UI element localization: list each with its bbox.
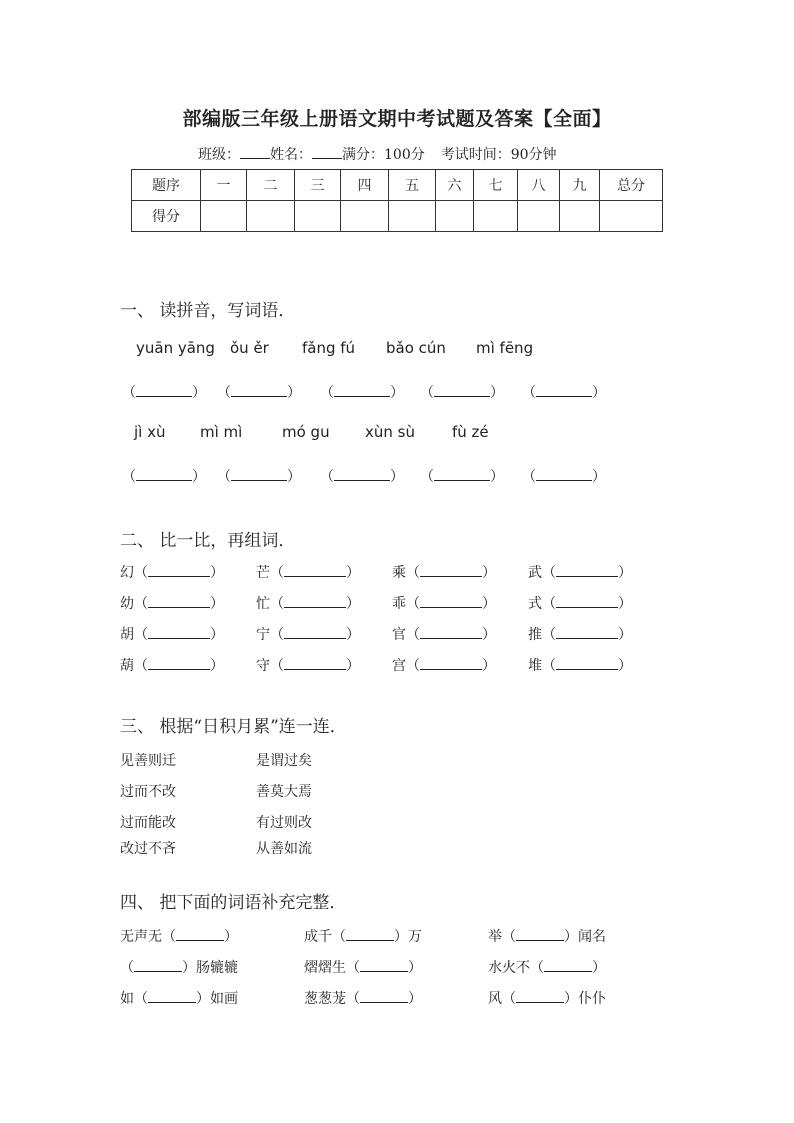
header-cell: 题序: [132, 170, 201, 201]
idiom-left[interactable]: 过而能改: [120, 815, 176, 831]
answer-paren[interactable]: （ ）: [217, 382, 301, 402]
word-pair-item[interactable]: 葫（ ）: [120, 655, 224, 675]
header-cell: 二: [247, 170, 295, 201]
word-pair-item[interactable]: 幻（ ）: [120, 562, 224, 582]
header-cell: 八: [518, 170, 560, 201]
answer-paren[interactable]: （ ）: [522, 382, 606, 402]
pinyin: xùn sù: [365, 423, 415, 441]
idiom-fill[interactable]: 熠熠生（ ）: [304, 957, 422, 977]
answer-paren[interactable]: （ ）: [122, 466, 206, 486]
pinyin: jì xù: [134, 423, 166, 441]
name-label: 姓名：: [270, 147, 312, 163]
header-cell: 九: [560, 170, 600, 201]
pinyin: bǎo cún: [386, 339, 446, 357]
score-cell[interactable]: [560, 201, 600, 232]
score-cell[interactable]: [295, 201, 341, 232]
idiom-left[interactable]: 过而不改: [120, 784, 176, 800]
score-cell[interactable]: [341, 201, 389, 232]
idiom-fill[interactable]: 成千（ ）万: [304, 926, 422, 946]
pinyin: fǎng fú: [302, 339, 356, 357]
idiom-fill[interactable]: 如（ ）如画: [120, 988, 238, 1008]
word-pair-item[interactable]: 乖（ ）: [392, 593, 496, 613]
word-pair-item[interactable]: 宁（ ）: [256, 624, 360, 644]
score-cell[interactable]: [518, 201, 560, 232]
q4-heading: 四、 把下面的词语补充完整．: [120, 893, 347, 913]
pinyin: fù zé: [452, 423, 489, 441]
name-blank[interactable]: [312, 144, 342, 159]
answer-paren[interactable]: （ ）: [420, 466, 504, 486]
idiom-right[interactable]: 善莫大焉: [256, 784, 312, 800]
word-pair-item[interactable]: 芒（ ）: [256, 562, 360, 582]
exam-time: 考试时间：90分钟: [440, 147, 557, 163]
answer-paren[interactable]: （ ）: [522, 466, 606, 486]
idiom-left[interactable]: 改过不吝: [120, 841, 176, 857]
class-blank[interactable]: [240, 144, 270, 159]
word-pair-item[interactable]: 宫（ ）: [392, 655, 496, 675]
pinyin: mó gu: [282, 423, 330, 441]
answer-paren[interactable]: （ ）: [320, 466, 404, 486]
pinyin: yuān yāng: [136, 339, 215, 357]
idiom-right[interactable]: 有过则改: [256, 815, 312, 831]
score-table-header: [132, 170, 663, 201]
word-pair-item[interactable]: 忙（ ）: [256, 593, 360, 613]
row-label: 得分: [132, 201, 201, 232]
header-cell: 六: [436, 170, 474, 201]
word-pair-item[interactable]: 胡（ ）: [120, 624, 224, 644]
score-table-row: [132, 201, 663, 232]
page-title: 部编版三年级上册语文期中考试题及答案【全面】: [182, 108, 612, 130]
score-cell[interactable]: [389, 201, 436, 232]
class-label: 班级：: [198, 147, 240, 163]
word-pair-item[interactable]: 推（ ）: [528, 624, 632, 644]
score-table: [131, 169, 663, 232]
header-cell: 一: [201, 170, 247, 201]
q1-heading: 一、 读拼音，写词语．: [120, 301, 296, 321]
word-pair-item[interactable]: 幼（ ）: [120, 593, 224, 613]
word-pair-item[interactable]: 守（ ）: [256, 655, 360, 675]
idiom-fill[interactable]: （ ）肠辘辘: [120, 957, 238, 977]
answer-paren[interactable]: （ ）: [217, 466, 301, 486]
answer-paren[interactable]: （ ）: [420, 382, 504, 402]
score-cell[interactable]: [474, 201, 518, 232]
exam-info-line: [198, 144, 557, 164]
header-cell: 三: [295, 170, 341, 201]
q3-heading: 三、 根据“日积月累”连一连．: [120, 717, 347, 737]
idiom-right[interactable]: 从善如流: [256, 841, 312, 857]
pinyin: mì fēng: [476, 339, 534, 357]
idiom-fill[interactable]: 风（ ）仆仆: [488, 988, 606, 1008]
score-cell[interactable]: [247, 201, 295, 232]
full-score: 满分：100分: [342, 147, 425, 163]
header-cell: 七: [474, 170, 518, 201]
answer-paren[interactable]: （ ）: [320, 382, 404, 402]
header-cell: 五: [389, 170, 436, 201]
idiom-left[interactable]: 见善则迁: [120, 753, 176, 769]
q2-heading: 二、 比一比，再组词．: [120, 531, 296, 551]
pinyin: mì mì: [200, 423, 243, 441]
score-cell[interactable]: [436, 201, 474, 232]
word-pair-item[interactable]: 官（ ）: [392, 624, 496, 644]
idiom-fill[interactable]: 举（ ）闻名: [488, 926, 606, 946]
answer-paren[interactable]: （ ）: [122, 382, 206, 402]
word-pair-item[interactable]: 堆（ ）: [528, 655, 632, 675]
header-cell: 总分: [600, 170, 663, 201]
idiom-fill[interactable]: 无声无（ ）: [120, 926, 238, 946]
idiom-fill[interactable]: 葱葱茏（ ）: [304, 988, 422, 1008]
score-cell[interactable]: [201, 201, 247, 232]
header-cell: 四: [341, 170, 389, 201]
pinyin: ǒu ěr: [230, 339, 269, 357]
word-pair-item[interactable]: 式（ ）: [528, 593, 632, 613]
word-pair-item[interactable]: 乘（ ）: [392, 562, 496, 582]
word-pair-item[interactable]: 武（ ）: [528, 562, 632, 582]
idiom-fill[interactable]: 水火不（ ）: [488, 957, 606, 977]
idiom-right[interactable]: 是谓过矣: [256, 753, 312, 769]
score-cell[interactable]: [600, 201, 663, 232]
